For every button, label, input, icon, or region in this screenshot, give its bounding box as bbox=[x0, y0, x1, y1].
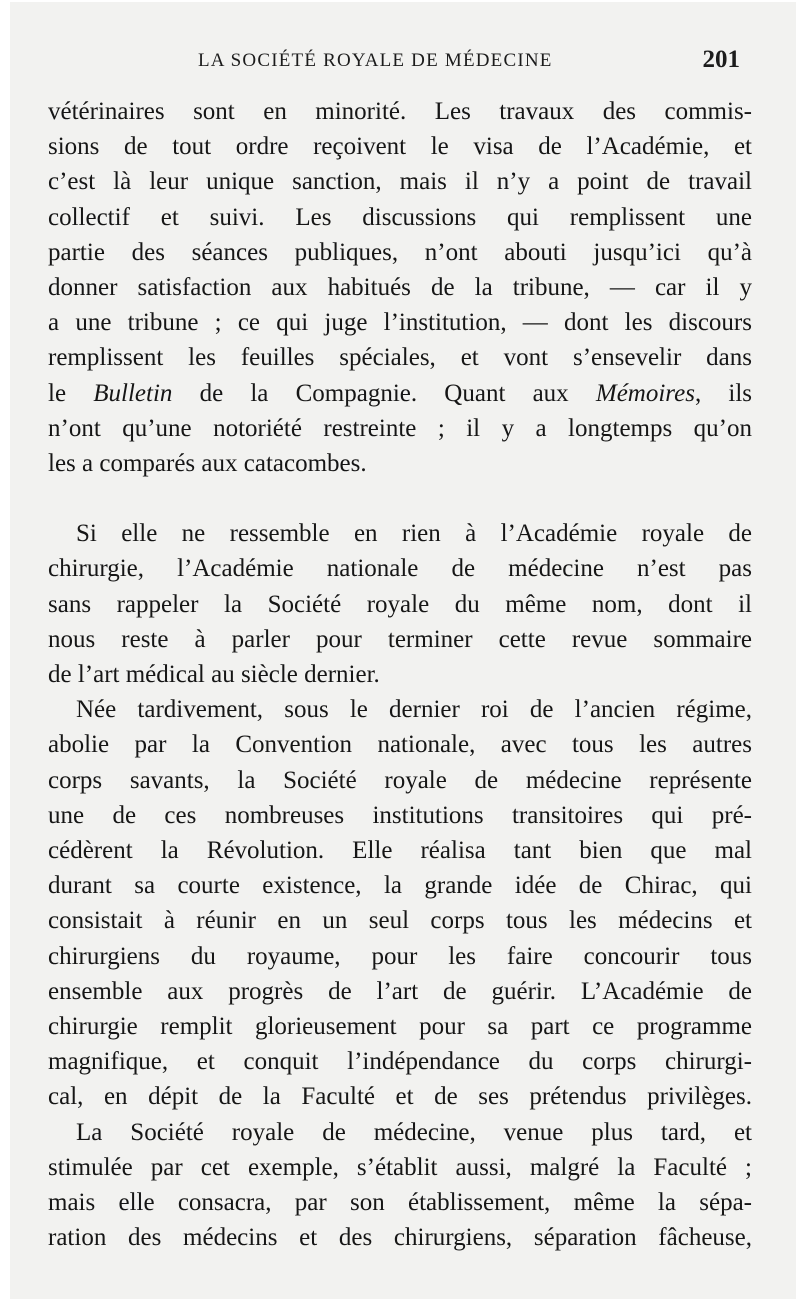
text-line: durant sa courte existence, la grande idée de Chirac, qui bbox=[48, 872, 752, 900]
paragraph-2 bbox=[48, 516, 752, 551]
text-line: consistait à réunir en un seul corps tous les médecins et bbox=[48, 907, 752, 935]
text-line: stimulée par cet exemple, s’établit aussi, malgré la Faculté ; bbox=[48, 1153, 752, 1181]
bulletin-title: Bulletin bbox=[93, 379, 173, 407]
text-line: nous reste à parler pour terminer cette revue sommaire bbox=[48, 625, 752, 653]
text-line: ration des médecins et des chirurgiens, séparation fâcheuse, bbox=[48, 1224, 752, 1252]
text-line-with-italics bbox=[48, 376, 752, 411]
text-line: n’ont qu’une notoriété restreinte ; il y a longtemps qu’on bbox=[48, 414, 752, 442]
text-segment: le bbox=[48, 379, 94, 407]
text-line: partie des séances publiques, n’ont abouti jusqu’ici qu’à bbox=[48, 238, 752, 266]
body-text bbox=[48, 94, 752, 1256]
text-line: La Société royale de médecine, venue plus tard, et bbox=[76, 1118, 752, 1146]
text-line: chirurgiens du royaume, pour les faire concourir tous bbox=[48, 942, 752, 970]
text-line: une de ces nombreuses institutions transitoires qui pré- bbox=[48, 801, 752, 829]
text-line: mais elle consacra, par son établissement, même la sépa- bbox=[48, 1189, 752, 1217]
paragraph-3 bbox=[48, 692, 752, 727]
paragraph-1 bbox=[48, 94, 752, 481]
text-line: sans rappeler la Société royale du même nom, dont il bbox=[48, 590, 752, 618]
text-line: Née tardivement, sous le dernier roi de l’ancien régime, bbox=[76, 696, 752, 724]
page-header bbox=[48, 46, 740, 80]
paragraph-4-cont bbox=[48, 1150, 752, 1256]
text-line: collectif et suivi. Les discussions qui remplissent une bbox=[48, 203, 752, 231]
text-line: les a comparés aux catacombes. bbox=[48, 450, 367, 478]
text-line: a une tribune ; ce qui juge l’institution, — dont les discours bbox=[48, 309, 752, 337]
paragraph-2-cont bbox=[48, 551, 752, 692]
text-line: Si elle ne ressemble en rien à l’Académie royale de bbox=[76, 520, 752, 548]
memoires-title: Mémoires bbox=[595, 379, 695, 407]
text-line: cédèrent la Révolution. Elle réalisa tant bien que mal bbox=[48, 837, 752, 865]
text-line: chirurgie remplit glorieusement pour sa part ce programme bbox=[48, 1013, 752, 1041]
paragraph-4 bbox=[48, 1115, 752, 1150]
text-line: chirurgie, l’Académie nationale de médecine n’est pas bbox=[48, 555, 752, 583]
paragraph-3-cont bbox=[48, 727, 752, 1114]
text-line: corps savants, la Société royale de médecine représente bbox=[48, 766, 752, 794]
running-title: LA SOCIÉTÉ ROYALE DE MÉDECINE bbox=[198, 50, 553, 71]
text-line: abolie par la Convention nationale, avec tous les autres bbox=[48, 731, 752, 759]
text-segment: , ils bbox=[694, 379, 752, 407]
text-line: ensemble aux progrès de l’art de guérir. L’Académie de bbox=[48, 977, 752, 1005]
page-number: 201 bbox=[702, 46, 740, 73]
text-line: cal, en dépit de la Faculté et de ses prétendus privilèges. bbox=[48, 1083, 752, 1111]
text-line: sions de tout ordre reçoivent le visa de l’Académie, et bbox=[48, 133, 752, 161]
text-line: de l’art médical au siècle dernier. bbox=[48, 661, 380, 689]
text-line: donner satisfaction aux habitués de la tribune, — car il y bbox=[48, 274, 752, 302]
text-segment: de la Compagnie. Quant aux bbox=[172, 379, 596, 407]
paragraph-spacer bbox=[48, 481, 752, 516]
text-line: magnifique, et conquit l’indépendance du corps chirurgi- bbox=[48, 1048, 752, 1076]
text-line: c’est là leur unique sanction, mais il n’y a point de travail bbox=[48, 168, 752, 196]
text-line: vétérinaires sont en minorité. Les travaux des commis- bbox=[48, 98, 752, 125]
text-line: remplissent les feuilles spéciales, et vont s’ensevelir dans bbox=[48, 344, 752, 372]
